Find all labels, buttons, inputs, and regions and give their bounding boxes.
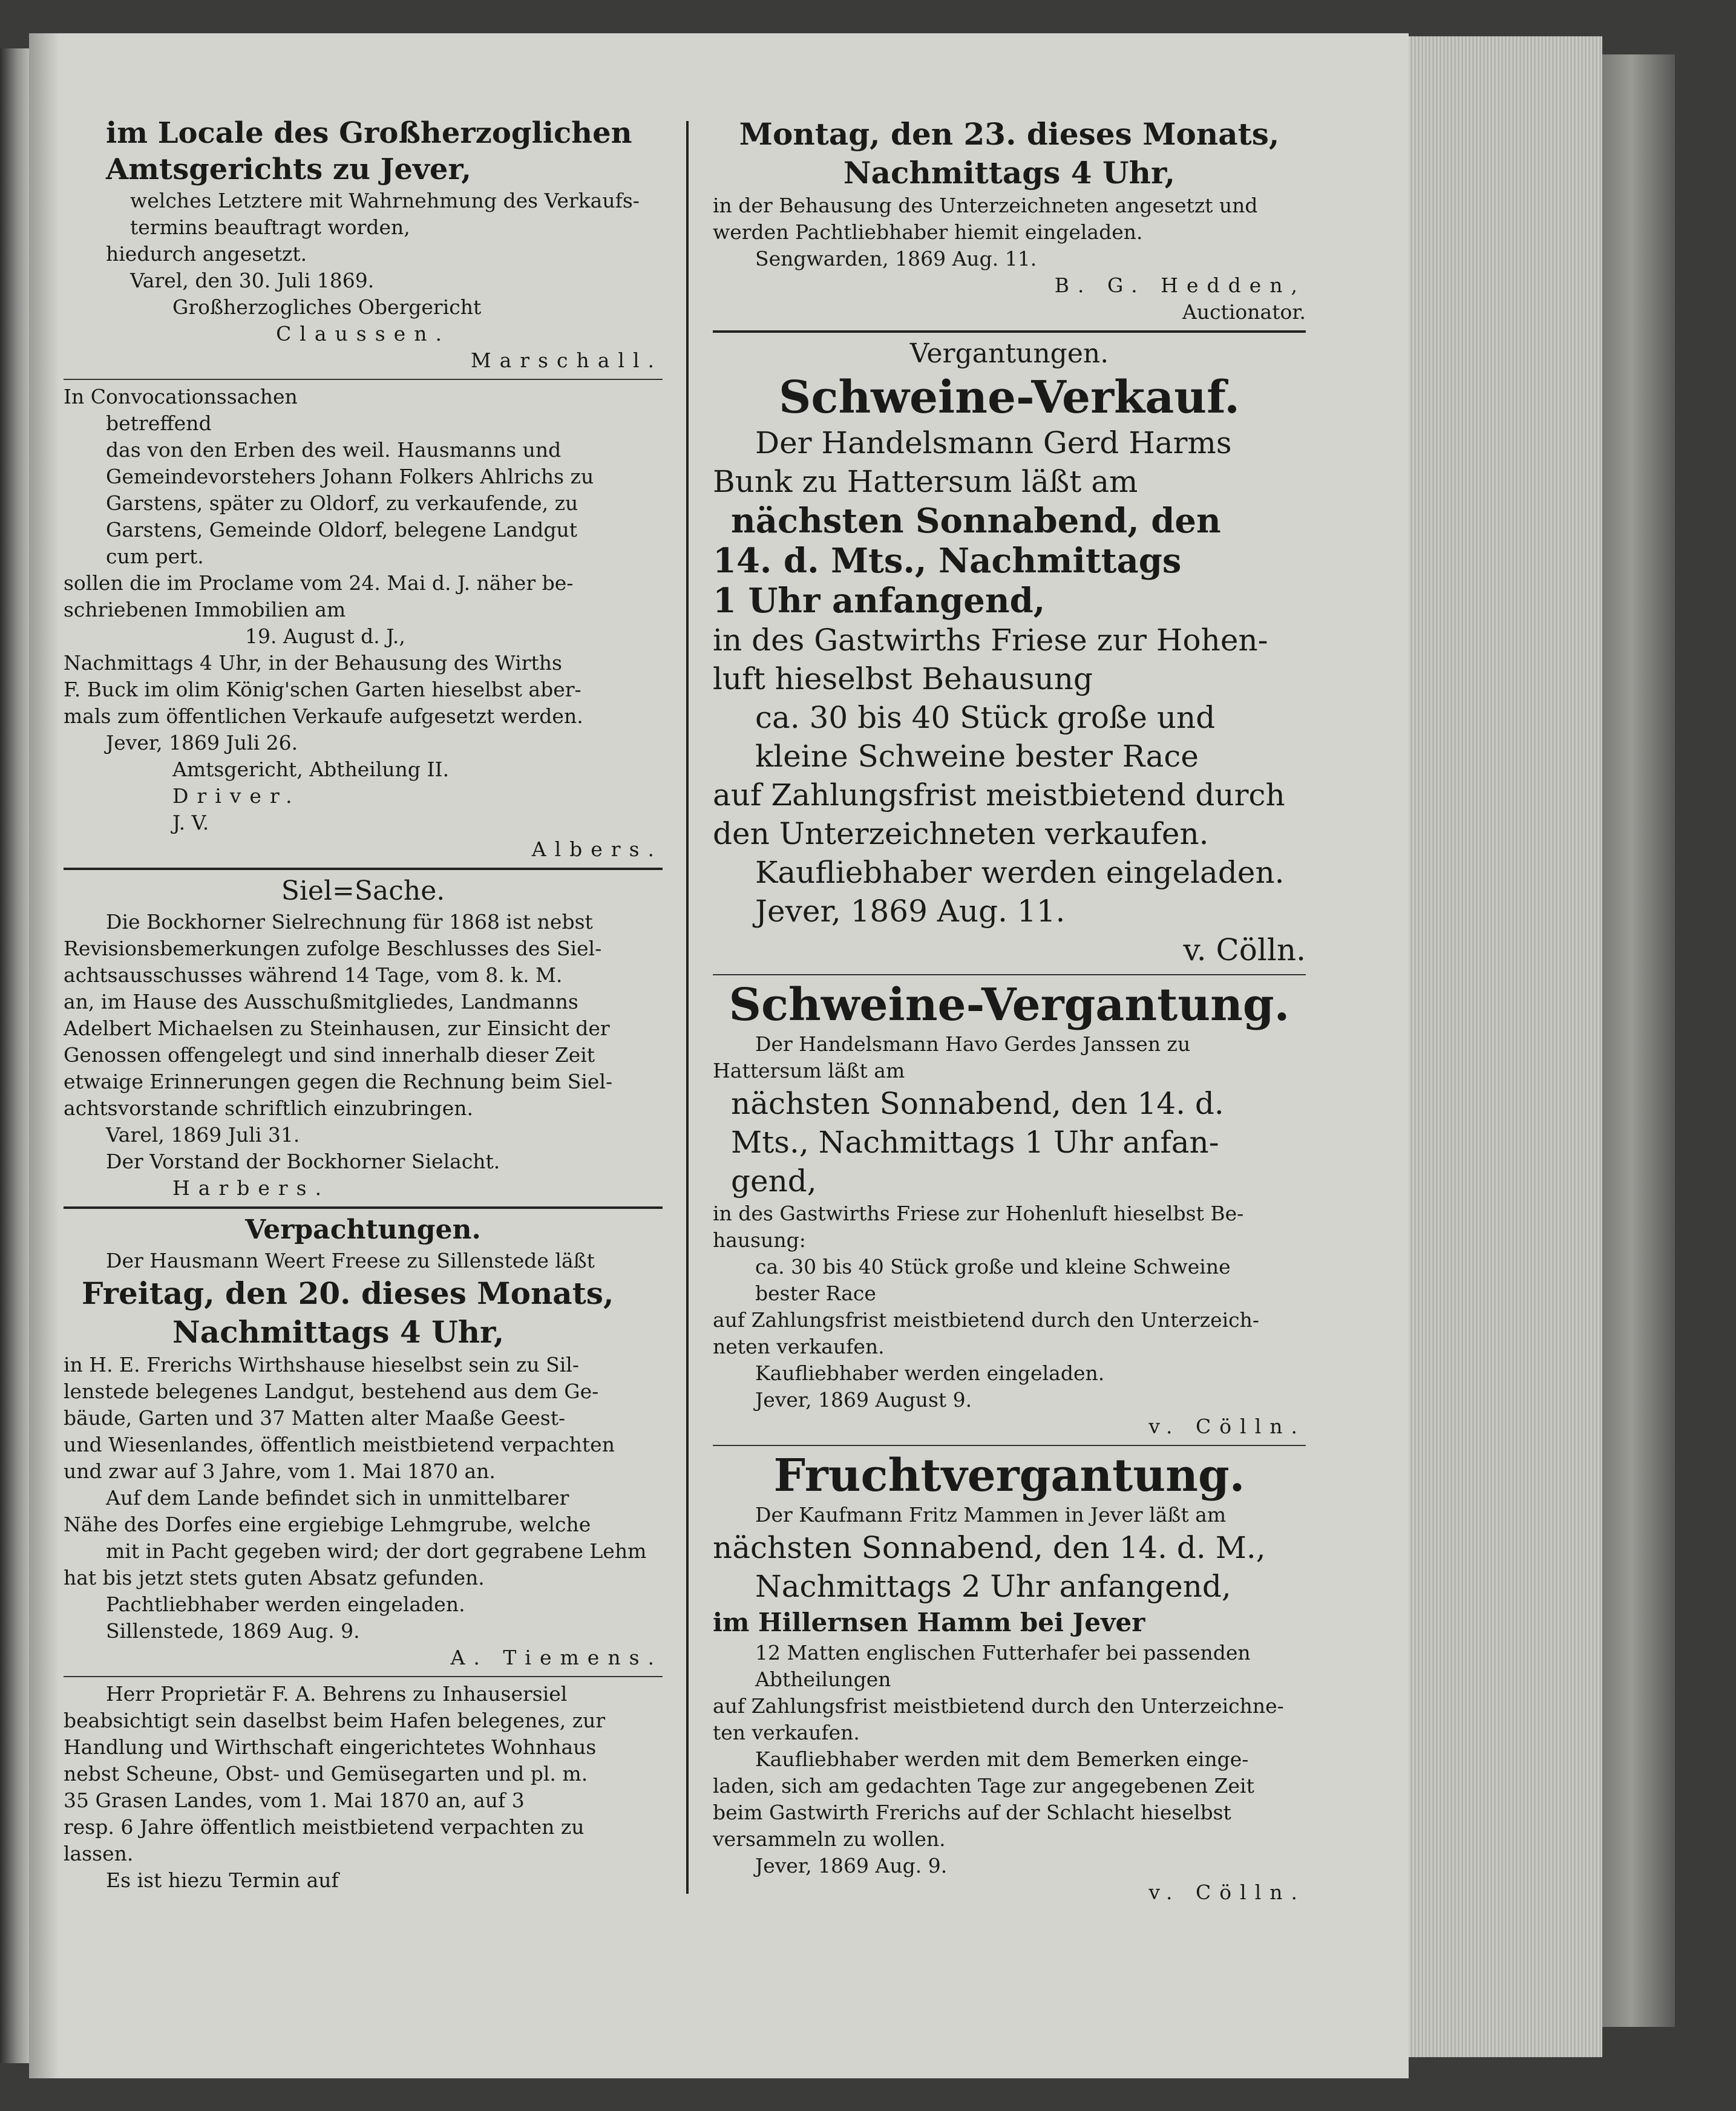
text-line: luft hieselbst Behausung	[713, 661, 1093, 696]
text-line: hiedurch angesetzt.	[106, 242, 307, 266]
place-headline: im Hillernsen Hamm bei Jever	[713, 1608, 1145, 1637]
signature: v. Cölln.	[1148, 1880, 1306, 1904]
date-headline: Montag, den 23. dieses Monats,	[739, 116, 1280, 152]
text-line: Revisionsbemerkungen zufolge Beschlusses des Siel-	[64, 937, 602, 960]
text-line: und zwar auf 3 Jahre, vom 1. Mai 1870 an.	[64, 1459, 496, 1483]
signature: J. V.	[172, 811, 209, 834]
text-line: in des Gastwirths Friese zur Hohenluft hieselbst Be-	[713, 1202, 1244, 1225]
notice-pacht-hedden	[713, 115, 1306, 326]
authority: Großherzogliches Obergericht	[172, 295, 482, 319]
text-line: Kaufliebhaber werden eingeladen.	[755, 1361, 1105, 1385]
signature: v. Cölln.	[1183, 932, 1306, 967]
text-line: In Convocationssachen	[64, 385, 298, 408]
notice-verpachtungen	[64, 1213, 663, 1671]
signature: v. Cölln.	[1148, 1415, 1306, 1438]
text-line: an, im Hause des Ausschußmitgliedes, Landmanns	[64, 990, 578, 1013]
authority: Amtsgericht, Abtheilung II.	[172, 758, 450, 781]
separator	[64, 1676, 663, 1677]
signature: Driver.	[172, 784, 301, 808]
place-date: Jever, 1869 August 9.	[755, 1388, 972, 1412]
signature: Harbers.	[172, 1176, 330, 1200]
date-headline: 14. d. Mts., Nachmittags	[713, 541, 1182, 581]
text-line: in H. E. Frerichs Wirthshause hieselbst sein zu Sil-	[64, 1353, 579, 1376]
place-date: Sengwarden, 1869 Aug. 11.	[755, 247, 1037, 270]
text-line: kleine Schweine bester Race	[755, 739, 1199, 774]
signature: B. G. Hedden,	[1054, 273, 1306, 297]
date-headline: nächsten Sonnabend, den 14. d. M.,	[713, 1530, 1266, 1565]
text-line: bäude, Garten und 37 Matten alter Maaße Geest-	[64, 1406, 566, 1430]
separator	[713, 330, 1306, 333]
book-gutter	[29, 33, 59, 2078]
text-line: Pachtliebhaber werden eingeladen.	[106, 1592, 465, 1616]
time-headline: Nachmittags 2 Uhr anfangend,	[755, 1569, 1231, 1604]
separator	[64, 379, 663, 380]
text-line: hausung:	[713, 1228, 806, 1252]
text-line: Die Bockhorner Sielrechnung für 1868 ist nebst	[106, 910, 593, 934]
notice-schweine-verkauf	[713, 336, 1306, 969]
text-line: bester Race	[755, 1281, 876, 1305]
text-line: Auf dem Lande befindet sich in unmittelbarer	[106, 1486, 569, 1510]
text-line: lassen.	[64, 1842, 134, 1865]
text-line: versammeln zu wollen.	[713, 1827, 946, 1851]
place-date: Varel, den 30. Juli 1869.	[130, 269, 375, 292]
text-line: mals zum öffentlichen Verkaufe aufgesetzt werden.	[64, 704, 583, 728]
text-line: werden Pachtliebhaber hiemit eingeladen.	[713, 220, 1143, 244]
separator	[713, 1445, 1306, 1446]
text-line: Der Hausmann Weert Freese zu Sillenstede läßt	[106, 1249, 595, 1272]
separator	[713, 974, 1306, 975]
facing-page-edge	[0, 48, 29, 2063]
notice-schweine-vergantung	[713, 979, 1306, 1440]
right-column	[713, 115, 1306, 1906]
notice-fruchtvergantung	[713, 1450, 1306, 1906]
text-line: lenstede belegenes Landgut, bestehend aus dem Ge-	[64, 1380, 599, 1403]
text-line: achtsvorstande schriftlich einzubringen.	[64, 1096, 474, 1120]
place-date: Sillenstede, 1869 Aug. 9.	[106, 1619, 360, 1643]
text-line: und Wiesenlandes, öffentlich meistbietend verpachten	[64, 1433, 615, 1456]
text-line: auf Zahlungsfrist meistbietend durch	[713, 777, 1285, 813]
notice-siel-sache	[64, 874, 663, 1202]
section-heading: Schweine-Vergantung.	[729, 979, 1290, 1031]
signature: Marschall.	[470, 349, 663, 372]
notice-amtsgericht-sale	[64, 115, 663, 374]
text-line: Garstens, Gemeinde Oldorf, belegene Landgut	[106, 518, 578, 542]
notice-behrens	[64, 1681, 663, 1894]
text-line: Nachmittags 4 Uhr, in der Behausung des Wirths	[64, 651, 562, 675]
text-line: resp. 6 Jahre öffentlich meistbietend verpachten zu	[64, 1815, 585, 1839]
text-line: Es ist hiezu Termin auf	[106, 1868, 339, 1892]
signature: Albers.	[531, 837, 663, 861]
place-date: Jever, 1869 Aug. 11.	[755, 894, 1066, 929]
text-line: das von den Erben des weil. Hausmanns und	[106, 438, 562, 462]
text-line: 12 Matten englischen Futterhafer bei passenden	[755, 1641, 1251, 1664]
text-line: nebst Scheune, Obst- und Gemüsegarten und pl. m.	[64, 1762, 588, 1785]
text-line: 35 Grasen Landes, vom 1. Mai 1870 an, auf 3	[64, 1789, 525, 1812]
text-line: termins beauftragt worden,	[130, 215, 410, 239]
time-headline: Mts., Nachmittags 1 Uhr anfan-	[731, 1125, 1219, 1160]
headline-line: Amtsgerichts zu Jever,	[106, 152, 471, 186]
section-heading: Fruchtvergantung.	[773, 1450, 1245, 1502]
left-column	[64, 115, 663, 1894]
text-line: Abtheilungen	[755, 1668, 891, 1691]
section-heading: Verpachtungen.	[245, 1214, 481, 1245]
text-line: cum pert.	[106, 545, 204, 568]
text-line: in des Gastwirths Friese zur Hohen-	[713, 623, 1268, 658]
text-line: Garstens, später zu Oldorf, zu verkaufende, zu	[106, 491, 578, 515]
text-line: Der Kaufmann Fritz Mammen in Jever läßt am	[755, 1503, 1227, 1527]
separator	[64, 1206, 663, 1209]
signature: A. Tiemens.	[450, 1646, 663, 1669]
text-line: betreffend	[106, 411, 212, 435]
text-line: auf Zahlungsfrist meistbietend durch den Unterzeichne-	[713, 1694, 1284, 1718]
place-date: Varel, 1869 Juli 31.	[106, 1123, 300, 1147]
text-line: Herr Proprietär F. A. Behrens zu Inhausersiel	[106, 1682, 568, 1706]
text-line: Handlung und Wirthschaft eingerichtetes Wohnhaus	[64, 1735, 597, 1759]
time-headline: gend,	[731, 1164, 817, 1199]
text-line: mit in Pacht gegeben wird; der dort gegrabene Lehm	[106, 1539, 647, 1563]
text-line: beabsichtigt sein daselbst beim Hafen belegenes, zur	[64, 1709, 606, 1732]
text-line: Bunk zu Hattersum läßt am	[713, 464, 1138, 499]
notice-convocation	[64, 384, 663, 863]
section-heading: Siel=Sache.	[281, 875, 445, 906]
authority: Der Vorstand der Bockhorner Sielacht.	[106, 1150, 500, 1173]
place-date: Jever, 1869 Juli 26.	[106, 731, 298, 754]
text-line: in der Behausung des Unterzeichneten angesetzt und	[713, 194, 1258, 217]
text-line: Gemeindevorstehers Johann Folkers Ahlrichs zu	[106, 465, 594, 488]
text-line: Nähe des Dorfes eine ergiebige Lehmgrube, welche	[64, 1513, 591, 1536]
text-line: Kaufliebhaber werden mit dem Bemerken einge-	[755, 1747, 1249, 1771]
book-cover-edge	[1602, 54, 1675, 2027]
text-line: F. Buck im olim König'schen Garten hieselbst aber-	[64, 678, 581, 701]
date-headline: nächsten Sonnabend, den	[731, 501, 1221, 541]
time-headline: 1 Uhr anfangend,	[713, 581, 1046, 621]
signature: Claussen.	[276, 322, 450, 345]
text-line: achtsausschusses während 14 Tage, vom 8. k. M.	[64, 963, 563, 987]
date-headline: nächsten Sonnabend, den 14. d.	[731, 1086, 1224, 1121]
text-line: ca. 30 bis 40 Stück große und kleine Schweine	[755, 1255, 1231, 1278]
text-line: schriebenen Immobilien am	[64, 598, 346, 621]
text-line: den Unterzeichneten verkaufen.	[713, 816, 1209, 851]
date-line: 19. August d. J.,	[245, 624, 405, 648]
time-headline: Nachmittags 4 Uhr,	[172, 1314, 505, 1350]
date-headline: Freitag, den 20. dieses Monats,	[82, 1275, 614, 1311]
text-line: Adelbert Michaelsen zu Steinhausen, zur Einsicht der	[64, 1016, 610, 1040]
book-page-edges	[1409, 36, 1602, 2057]
separator	[64, 868, 663, 870]
section-heading: Vergantungen.	[909, 338, 1109, 369]
text-line: beim Gastwirth Frerichs auf der Schlacht hieselbst	[713, 1801, 1231, 1824]
text-line: welches Letztere mit Wahrnehmung des Verkaufs-	[130, 189, 640, 212]
text-line: ten verkaufen.	[713, 1721, 860, 1744]
place-date: Jever, 1869 Aug. 9.	[755, 1854, 948, 1877]
text-line: sollen die im Proclame vom 24. Mai d. J. näher be-	[64, 571, 574, 595]
text-line: etwaige Erinnerungen gegen die Rechnung beim Siel-	[64, 1070, 613, 1093]
text-line: Der Handelsmann Havo Gerdes Janssen zu	[755, 1032, 1191, 1056]
column-divider	[686, 121, 689, 1894]
signature-title: Auctionator.	[1182, 300, 1306, 324]
text-line: ca. 30 bis 40 Stück große und	[755, 700, 1216, 735]
time-headline: Nachmittags 4 Uhr,	[843, 155, 1176, 191]
text-line: auf Zahlungsfrist meistbietend durch den Unterzeich-	[713, 1308, 1260, 1332]
text-line: Hattersum läßt am	[713, 1059, 905, 1082]
text-line: neten verkaufen.	[713, 1335, 885, 1358]
text-line: hat bis jetzt stets guten Absatz gefunden.	[64, 1566, 485, 1589]
text-line: Kaufliebhaber werden eingeladen.	[755, 855, 1285, 890]
text-line: laden, sich am gedachten Tage zur angegebenen Zeit	[713, 1774, 1254, 1798]
text-line: Der Handelsmann Gerd Harms	[755, 425, 1232, 460]
section-heading: Schweine-Verkauf.	[778, 371, 1240, 424]
headline-line: im Locale des Großherzoglichen	[106, 116, 632, 150]
text-line: Genossen offengelegt und sind innerhalb dieser Zeit	[64, 1043, 595, 1067]
